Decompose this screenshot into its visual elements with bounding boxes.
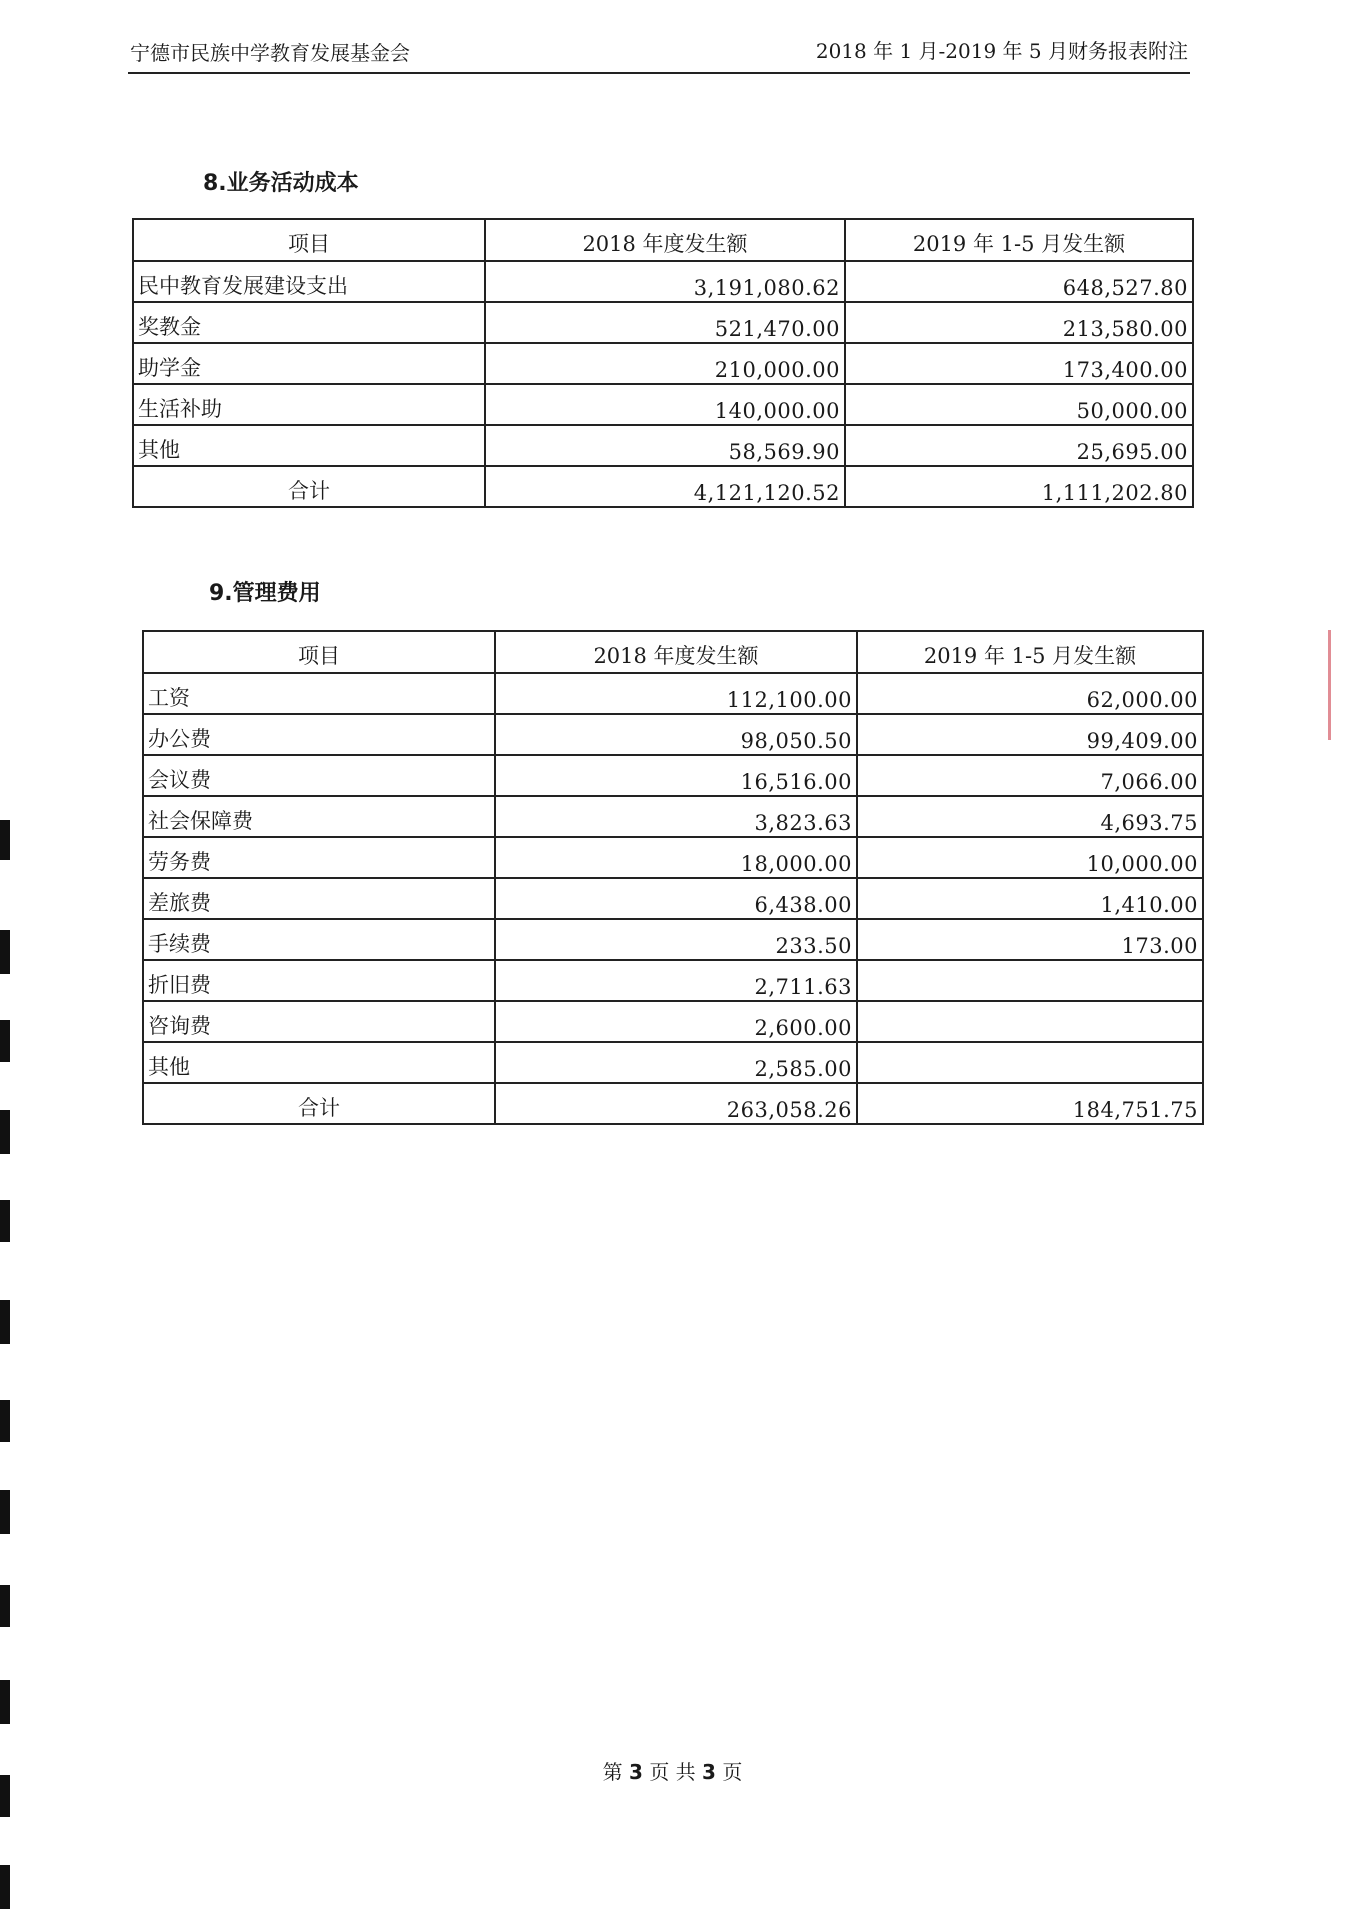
table-row bbox=[143, 755, 1203, 796]
admin-expense-table bbox=[142, 630, 1204, 1125]
table-row bbox=[143, 960, 1203, 1001]
row-item: 其他 bbox=[133, 425, 485, 466]
seal-stamp-fragment bbox=[1328, 630, 1345, 740]
row-2019-amount: 1,410.00 bbox=[857, 878, 1203, 919]
row-2019-amount: 62,000.00 bbox=[857, 673, 1203, 714]
row-2018-amount: 2,600.00 bbox=[495, 1001, 857, 1042]
total-2018-amount: 263,058.26 bbox=[495, 1083, 857, 1124]
row-2019-amount: 213,580.00 bbox=[845, 302, 1193, 343]
table-row bbox=[143, 796, 1203, 837]
row-2019-amount: 648,527.80 bbox=[845, 261, 1193, 302]
row-2019-amount: 25,695.00 bbox=[845, 425, 1193, 466]
page-number: 3 bbox=[629, 1760, 643, 1784]
row-2019-amount: 4,693.75 bbox=[857, 796, 1203, 837]
table-row bbox=[133, 261, 1193, 302]
row-item: 民中教育发展建设支出 bbox=[133, 261, 485, 302]
footer-suffix: 页 bbox=[722, 1760, 743, 1784]
table-row bbox=[143, 673, 1203, 714]
column-header-2018: 2018 年度发生额 bbox=[485, 219, 845, 261]
column-header-2019: 2019 年 1-5 月发生额 bbox=[857, 631, 1203, 673]
section-title-business-cost: 8.业务活动成本 bbox=[203, 171, 359, 196]
table-row bbox=[143, 919, 1203, 960]
table-row bbox=[143, 1001, 1203, 1042]
binding-mark bbox=[0, 1020, 10, 1062]
row-2018-amount: 58,569.90 bbox=[485, 425, 845, 466]
table-header-row bbox=[143, 631, 1203, 673]
row-2018-amount: 233.50 bbox=[495, 919, 857, 960]
binding-mark bbox=[0, 930, 10, 974]
page-header bbox=[128, 38, 1190, 74]
row-2019-amount: 173.00 bbox=[857, 919, 1203, 960]
row-item: 折旧费 bbox=[143, 960, 495, 1001]
row-2018-amount: 3,191,080.62 bbox=[485, 261, 845, 302]
row-2019-amount: 10,000.00 bbox=[857, 837, 1203, 878]
binding-mark bbox=[0, 1585, 10, 1627]
row-item: 其他 bbox=[143, 1042, 495, 1083]
row-2019-amount: 50,000.00 bbox=[845, 384, 1193, 425]
row-2018-amount: 521,470.00 bbox=[485, 302, 845, 343]
table-total-row bbox=[143, 1083, 1203, 1124]
row-item: 助学金 bbox=[133, 343, 485, 384]
row-2018-amount: 3,823.63 bbox=[495, 796, 857, 837]
row-item: 会议费 bbox=[143, 755, 495, 796]
footer-prefix: 第 bbox=[602, 1760, 623, 1784]
row-item: 咨询费 bbox=[143, 1001, 495, 1042]
binding-mark bbox=[0, 1680, 10, 1724]
row-item: 工资 bbox=[143, 673, 495, 714]
row-2019-amount: 173,400.00 bbox=[845, 343, 1193, 384]
row-2019-amount bbox=[857, 1042, 1203, 1083]
row-item: 劳务费 bbox=[143, 837, 495, 878]
section-title-admin-expense: 9.管理费用 bbox=[209, 581, 321, 606]
binding-mark bbox=[0, 1490, 10, 1534]
column-header-item: 项目 bbox=[143, 631, 495, 673]
row-item: 生活补助 bbox=[133, 384, 485, 425]
total-2019-amount: 184,751.75 bbox=[857, 1083, 1203, 1124]
row-item: 奖教金 bbox=[133, 302, 485, 343]
row-2018-amount: 98,050.50 bbox=[495, 714, 857, 755]
binding-mark bbox=[0, 1775, 10, 1817]
row-item: 社会保障费 bbox=[143, 796, 495, 837]
table-row bbox=[133, 343, 1193, 384]
total-label: 合计 bbox=[133, 466, 485, 507]
page-footer bbox=[0, 1756, 1345, 1785]
column-header-2018: 2018 年度发生额 bbox=[495, 631, 857, 673]
total-2018-amount: 4,121,120.52 bbox=[485, 466, 845, 507]
table-row bbox=[133, 425, 1193, 466]
binding-mark bbox=[0, 820, 10, 860]
row-item: 手续费 bbox=[143, 919, 495, 960]
table-header-row bbox=[133, 219, 1193, 261]
row-2018-amount: 2,711.63 bbox=[495, 960, 857, 1001]
binding-mark bbox=[0, 1865, 10, 1909]
table-row bbox=[133, 302, 1193, 343]
row-2018-amount: 16,516.00 bbox=[495, 755, 857, 796]
row-2018-amount: 140,000.00 bbox=[485, 384, 845, 425]
column-header-item: 项目 bbox=[133, 219, 485, 261]
total-2019-amount: 1,111,202.80 bbox=[845, 466, 1193, 507]
page-total: 3 bbox=[702, 1760, 716, 1784]
binding-mark bbox=[0, 1110, 10, 1154]
total-label: 合计 bbox=[143, 1083, 495, 1124]
row-2019-amount: 99,409.00 bbox=[857, 714, 1203, 755]
row-item: 差旅费 bbox=[143, 878, 495, 919]
binding-mark bbox=[0, 1200, 10, 1242]
table-row bbox=[143, 1042, 1203, 1083]
table-total-row bbox=[133, 466, 1193, 507]
row-2019-amount bbox=[857, 960, 1203, 1001]
org-name: 宁德市民族中学教育发展基金会 bbox=[130, 41, 410, 65]
binding-mark bbox=[0, 1300, 10, 1344]
table-row bbox=[143, 714, 1203, 755]
table-row bbox=[143, 878, 1203, 919]
report-title: 2018 年 1 月-2019 年 5 月财务报表附注 bbox=[815, 39, 1188, 63]
row-2018-amount: 210,000.00 bbox=[485, 343, 845, 384]
table-row bbox=[143, 837, 1203, 878]
row-2018-amount: 18,000.00 bbox=[495, 837, 857, 878]
business-cost-table bbox=[132, 218, 1194, 508]
row-2018-amount: 112,100.00 bbox=[495, 673, 857, 714]
row-2018-amount: 6,438.00 bbox=[495, 878, 857, 919]
footer-middle: 页 共 bbox=[649, 1760, 696, 1784]
row-2018-amount: 2,585.00 bbox=[495, 1042, 857, 1083]
binding-mark bbox=[0, 1400, 10, 1442]
table-row bbox=[133, 384, 1193, 425]
row-2019-amount: 7,066.00 bbox=[857, 755, 1203, 796]
row-item: 办公费 bbox=[143, 714, 495, 755]
column-header-2019: 2019 年 1-5 月发生额 bbox=[845, 219, 1193, 261]
row-2019-amount bbox=[857, 1001, 1203, 1042]
